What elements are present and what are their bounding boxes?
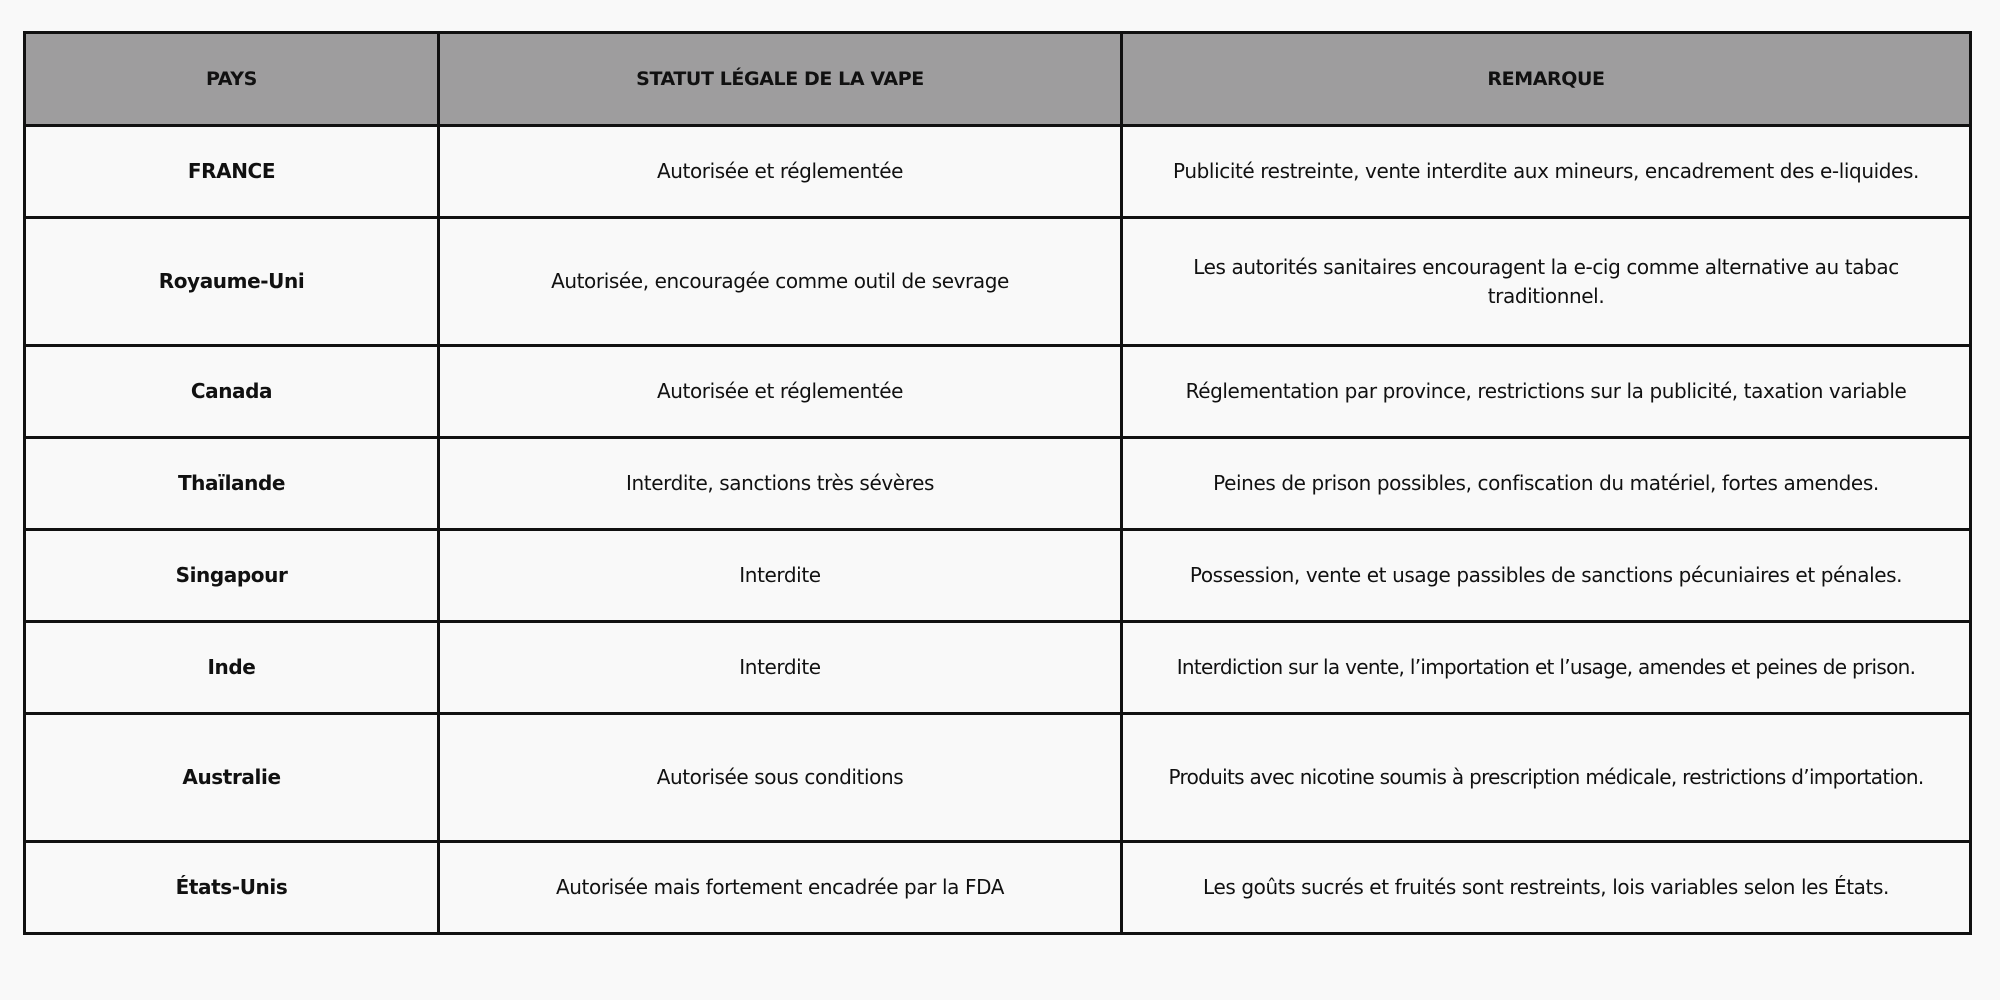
- header-statut: STATUT LÉGALE DE LA VAPE: [439, 33, 1122, 126]
- table-header-row: [25, 33, 1971, 126]
- table-row: [25, 218, 1971, 346]
- cell-pays: Royaume-Uni: [25, 218, 439, 346]
- cell-pays: FRANCE: [25, 126, 439, 218]
- table-row: [25, 622, 1971, 714]
- cell-remarque: Produits avec nicotine soumis à prescription médicale, restrictions d’importation.: [1122, 714, 1971, 842]
- table-row: [25, 842, 1971, 934]
- cell-statut: Interdite: [439, 530, 1122, 622]
- cell-pays: Australie: [25, 714, 439, 842]
- table-row: [25, 438, 1971, 530]
- cell-statut: Autorisée sous conditions: [439, 714, 1122, 842]
- cell-pays: Thaïlande: [25, 438, 439, 530]
- cell-statut: Interdite: [439, 622, 1122, 714]
- cell-pays: États-Unis: [25, 842, 439, 934]
- table-row: [25, 126, 1971, 218]
- cell-remarque: Possession, vente et usage passibles de sanctions pécuniaires et pénales.: [1122, 530, 1971, 622]
- cell-remarque: Peines de prison possibles, confiscation du matériel, fortes amendes.: [1122, 438, 1971, 530]
- table-row: [25, 530, 1971, 622]
- header-remarque: REMARQUE: [1122, 33, 1971, 126]
- table-row: [25, 346, 1971, 438]
- cell-pays: Singapour: [25, 530, 439, 622]
- cell-remarque: Interdiction sur la vente, l’importation et l’usage, amendes et peines de prison.: [1122, 622, 1971, 714]
- cell-statut: Interdite, sanctions très sévères: [439, 438, 1122, 530]
- cell-pays: Inde: [25, 622, 439, 714]
- cell-pays: Canada: [25, 346, 439, 438]
- cell-statut: Autorisée et réglementée: [439, 346, 1122, 438]
- cell-remarque: Les autorités sanitaires encouragent la e-cig comme alternative au tabac traditionnel.: [1122, 218, 1971, 346]
- cell-remarque: Les goûts sucrés et fruités sont restreints, lois variables selon les États.: [1122, 842, 1971, 934]
- table-row: [25, 714, 1971, 842]
- header-pays: PAYS: [25, 33, 439, 126]
- cell-remarque: Réglementation par province, restrictions sur la publicité, taxation variable: [1122, 346, 1971, 438]
- cell-remarque: Publicité restreinte, vente interdite aux mineurs, encadrement des e-liquides.: [1122, 126, 1971, 218]
- cell-statut: Autorisée, encouragée comme outil de sevrage: [439, 218, 1122, 346]
- vape-legal-status-table: [23, 31, 1972, 935]
- cell-statut: Autorisée mais fortement encadrée par la FDA: [439, 842, 1122, 934]
- cell-statut: Autorisée et réglementée: [439, 126, 1122, 218]
